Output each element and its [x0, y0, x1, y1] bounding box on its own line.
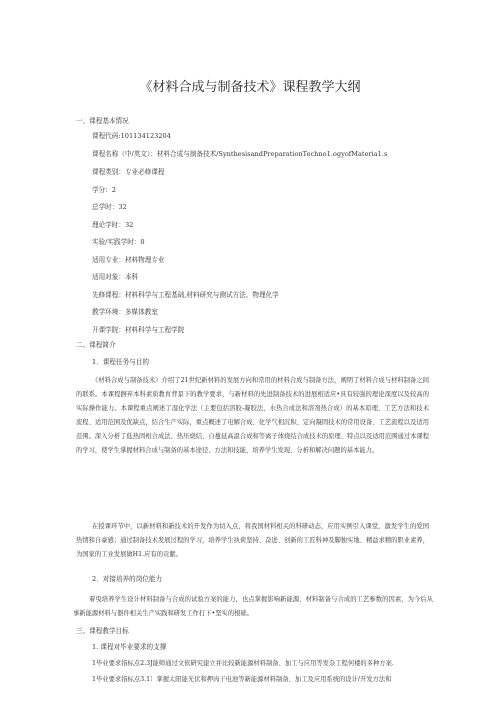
- requirement-line: 1毕业要求指标点3.1〕掌握太阳能光伏和押肉干电池等新能源材料制备、加工及应用系统的设计/开发方法和: [92, 676, 392, 683]
- section-heading-intro: 二、课程简介: [76, 341, 116, 349]
- subheading-graduation-support: 1. 课程对毕业要求的支撑: [92, 643, 167, 651]
- info-course-name: 课程名称（中/英文）：材料合成与制备技术/SynthesisandPreparationTechno1.ogyofMateria1.s: [92, 150, 388, 158]
- info-credits: 学分：2: [92, 186, 116, 194]
- section-heading-basic-info: 一、课程基本情况: [76, 117, 129, 125]
- info-course-category: 课程类别：专业必修课程: [92, 168, 165, 176]
- paragraph-teaching-approach: 在授课环节中，以新材料和新技术的开发作为切入点，将我国材料相关的科研动态，应用实例引入课堂，激发学生的爱国热情和自豪感；通过制备技术发展过程的学习，培养学生执荷坚持、奋进、创新的工匠科神及脚独实地、精益求精的职业素养，为国家的工业发展做H1.应有的贡献。: [76, 523, 429, 558]
- info-college: 开课学院：材料科学与工程学院: [92, 326, 185, 334]
- info-course-code: 课程代码:101134123204: [92, 132, 171, 140]
- paragraph-job-abilities: 着曳培养学生设计材料制备与合成的试验方案的能力，也点掌握影响新能源、材料制备与合成的工艺参数的因素，为今后从事新能源材料与器件相关生产实践和研发工作打下•坚实的根础。: [73, 596, 433, 617]
- info-major: 适用专业：材料物理专业: [92, 256, 165, 264]
- subheading-course-task: 1．课程任务与目的: [92, 358, 149, 366]
- info-total-hours: 总学时：32: [92, 203, 127, 211]
- document-title: 《材料合成与制备技术》课程教学大纲: [139, 80, 361, 95]
- subheading-job-abilities: 2．对接培养的岗位能力: [92, 575, 163, 583]
- info-audience: 适用对象：本科: [92, 273, 139, 281]
- info-theory-hours: 理论学时：32: [92, 221, 134, 229]
- section-heading-objectives: 三、课程教学目标: [76, 627, 129, 635]
- info-environment: 教学环境：多媒体教室: [92, 308, 158, 316]
- requirement-line: 1毕业要求指标点2.3J能师通过文依研究建立并比较新能源材料制备、加工与应用等发杂工程何楼的多种方案.: [92, 660, 394, 667]
- info-prerequisites: 先修课程：材料科学与工程基础,材料研究与测试方法、物理化学: [92, 291, 279, 299]
- info-practice-hours: 实验/实践学时：0: [92, 238, 145, 246]
- paragraph-course-description: 《材料合成与制备技术》介绍了21世纪新材料的发展方向和常用的材料合成与制备方法，阐明了材料合成与材料制备之间的联系。本课程摒弃本科素质教育背景下的教学要求，与新材料的先进制备技术的进展相适应•具有较强的理论深度以及较高的实际操作能力。本课程重点阐述了湿化学法（主要包括溶胶-凝胶法、水热合成法和溶剂热合成）的基本原理、工艺方法和技术流程、适用范围及优缺点，结合生产实际，重点概述了电解合成、化学气相沉积、定向凝固技术的常用设备、工艺流程以及适用范围。深入分析了低热固相合成法、热压烧结、自蔓延高温合成和等离子体烧结合成技术的原理、特点以及适用范围通过本课程的学习，使学生掌握材料合成与制备的基本途径、方法和技能，培养学生发现、分析和解决问题的基本能力。: [76, 377, 429, 454]
